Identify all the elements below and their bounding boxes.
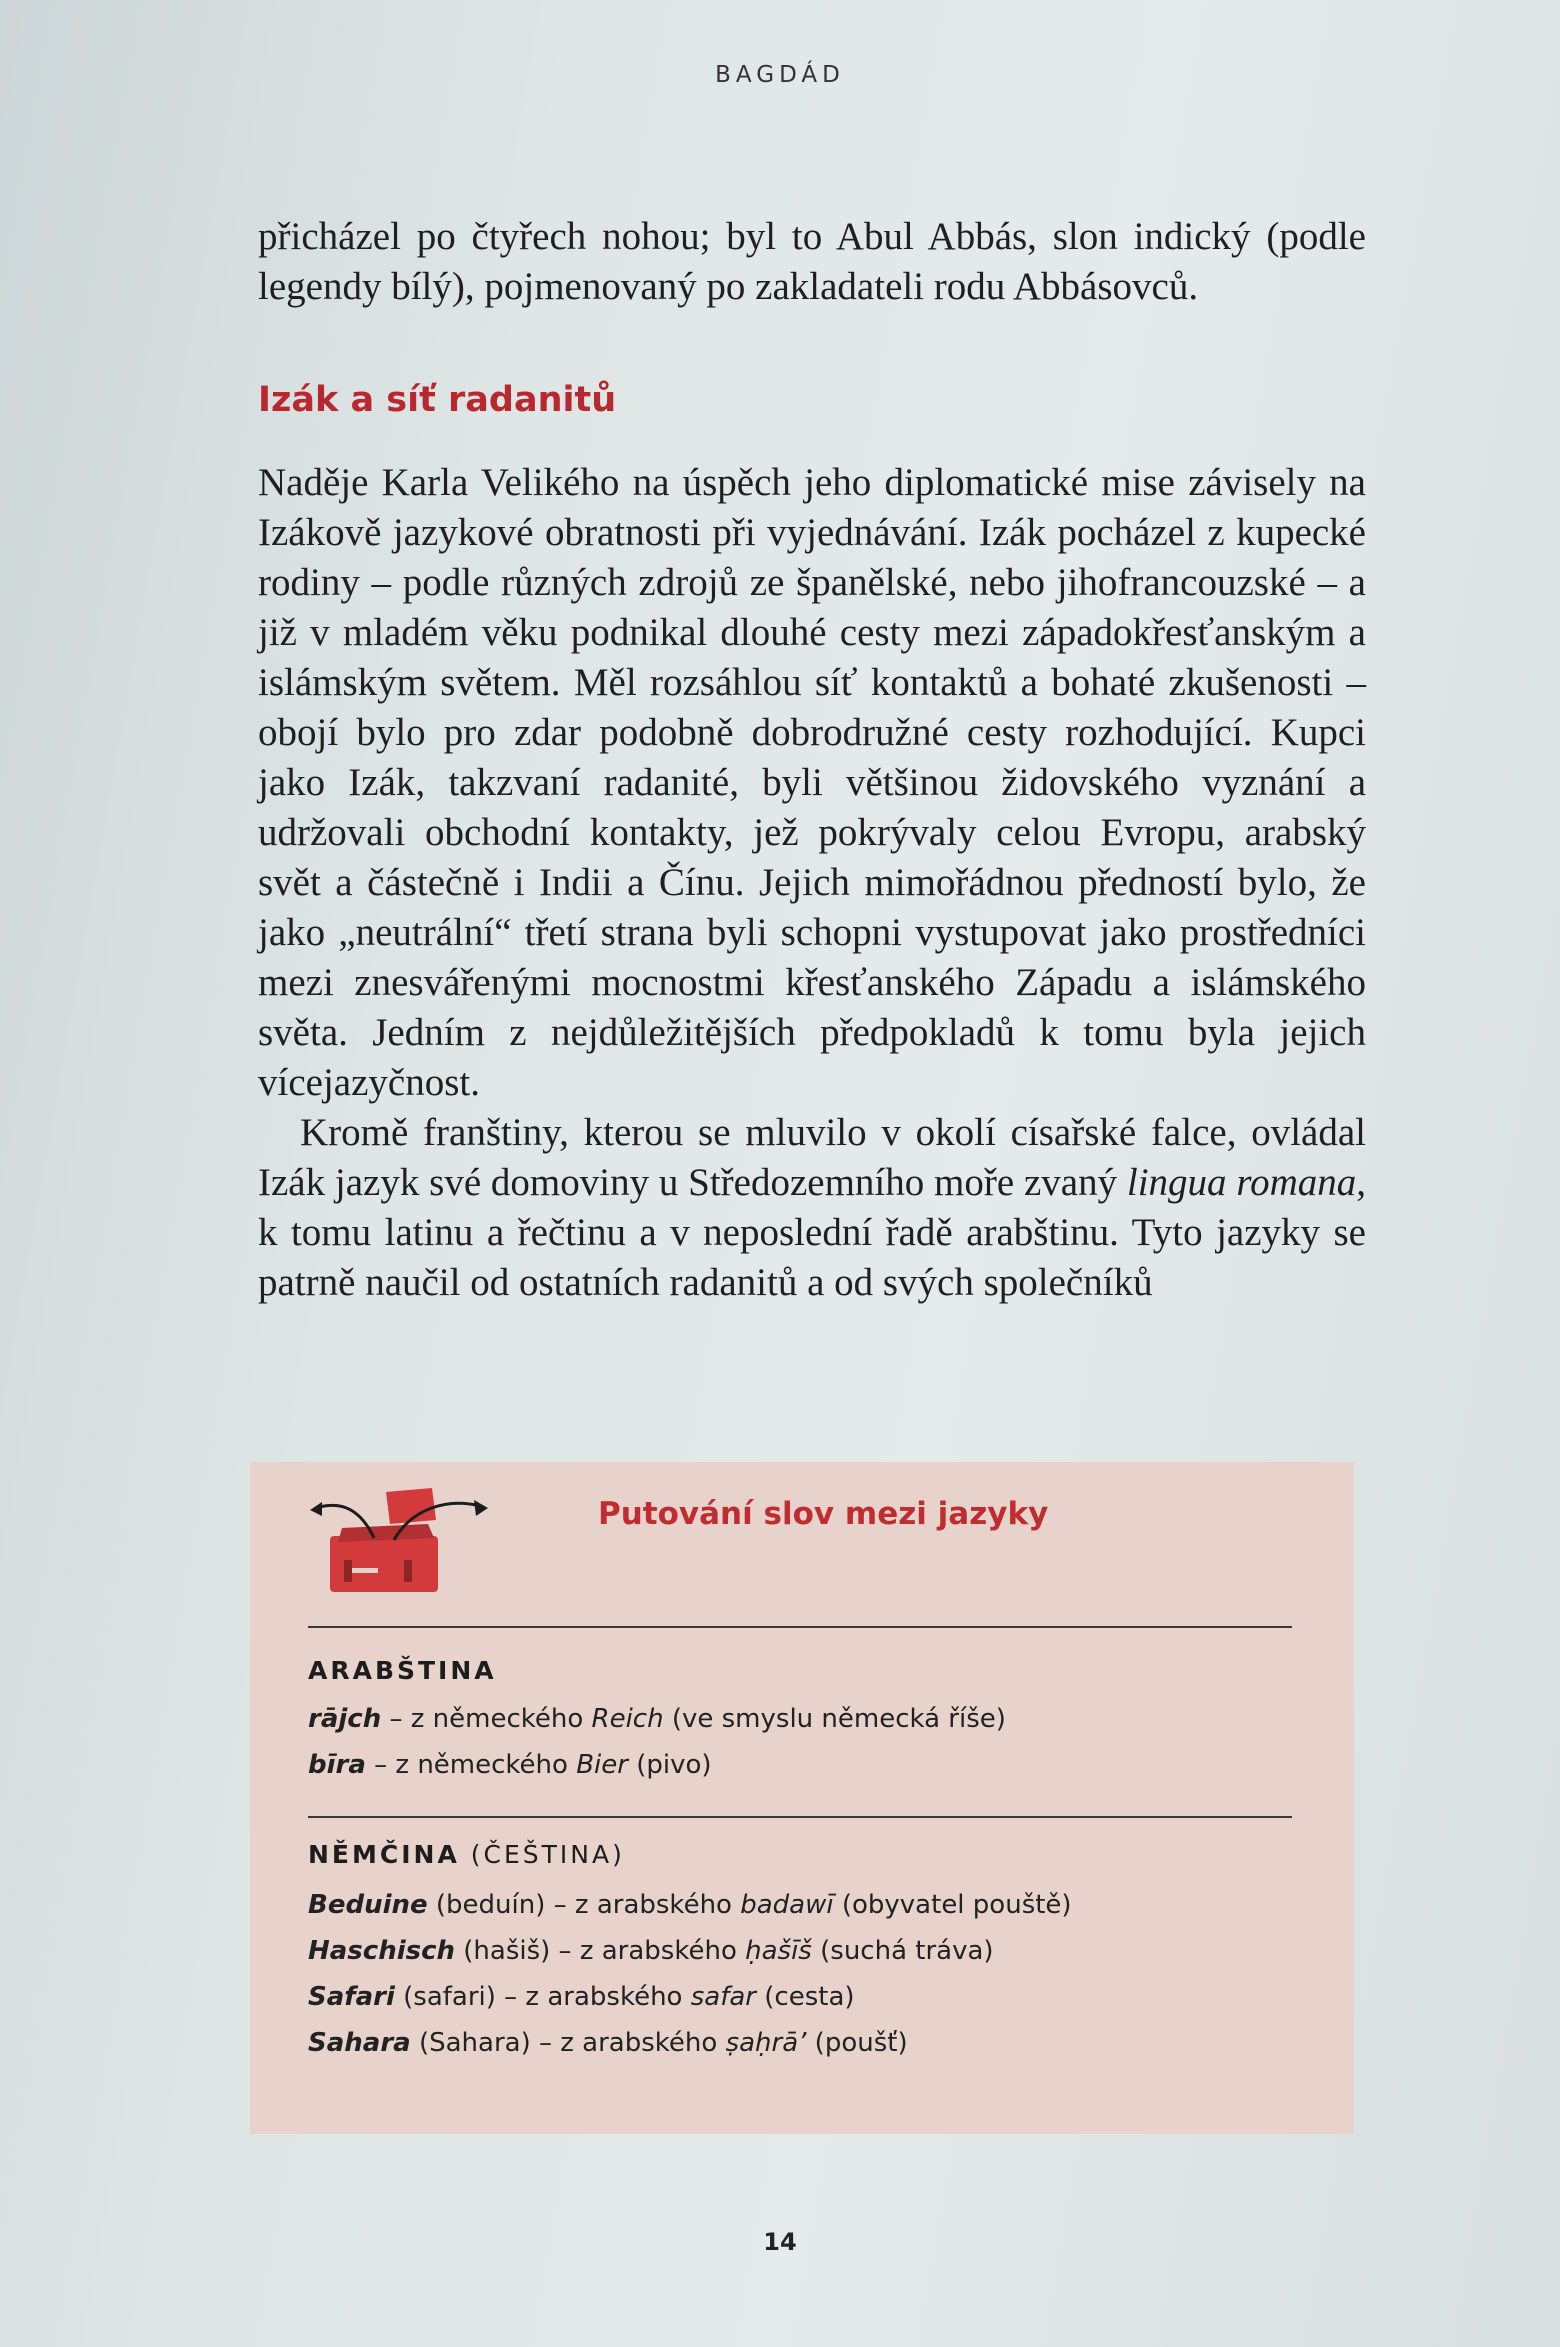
german-entry [308, 1936, 994, 1966]
entry-gloss: (obyvatel pouště) [833, 1890, 1072, 1920]
box-divider [308, 1626, 1292, 1628]
paragraph-2 [258, 1108, 1366, 1308]
entry-term: bīra [308, 1750, 366, 1780]
running-head: BAGDÁD [715, 62, 845, 88]
entry-source: Bier [576, 1750, 628, 1780]
box-title: Putování slov mezi jazyky [598, 1496, 1049, 1532]
paragraph-2-start: Kromě franštiny, kterou se mluvilo v okolí císařské falce, ovládal Izák jazyk své domoviny u Středozemního moře zvaný [258, 1111, 1366, 1204]
first-paragraph-text: přicházel po čtyřech nohou; byl to Abul Abbás, slon indický (podle legendy bílý), pojmenovaný po zakladateli rodu Abbásovců. [258, 215, 1366, 308]
entry-term: rājch [308, 1704, 382, 1734]
german-heading-text: NĚMČINA [308, 1840, 460, 1869]
paragraph-2-italic: lingua romana [1126, 1161, 1357, 1204]
suitcase-icon [308, 1484, 498, 1602]
entry-text: – z arabského [495, 1982, 691, 2012]
entry-gloss: (suchá tráva) [811, 1936, 994, 1966]
paragraph-1: Naděje Karla Velikého na úspěch jeho diplomatické mise závisely na Izákově jazykové obratnosti při vyjednávání. Izák pocházel z kupecké rodiny – podle různých zdrojů ze španělské, nebo jihofrancouzské – a již v mladém věku podnikal dlouhé cesty mezi západokřesťanským a islámským světem. Měl rozsáhlou síť kontaktů a bohaté zkušenosti – obojí bylo pro zdar podobně dobrodružné cesty rozhodující. Kupci jako Izák, takzvaní radanité, byli většinou židovského vyznání a udržovali obchodní kontakty, jež pokrývaly celou Evropu, arabský svět a částečně i Indii a Čínu. Jejich mimořádnou předností bylo, že jako „neutrální“ třetí strana byli schopni vystupovat jako prostředníci mezi znesvářenými mocnostmi křesťanského Západu a islámského světa. Jedním z nejdůležitějších předpokladů k tomu byla jejich vícejazyčnost. [258, 461, 1366, 1104]
entry-text: – z německého [365, 1750, 577, 1780]
entry-czech: (hašiš) [455, 1936, 551, 1966]
entry-source: ṣaḥrā’ [725, 2028, 807, 2058]
entry-term: Safari [308, 1982, 395, 2012]
german-entry [308, 1890, 1072, 1920]
main-text [258, 458, 1366, 1308]
entry-source: ḥašīš [745, 1936, 812, 1966]
entry-gloss: (ve smyslu německá říše) [663, 1704, 1006, 1734]
entry-czech: (safari) [394, 1982, 496, 2012]
entry-gloss: (pivo) [627, 1750, 712, 1780]
entry-term: Sahara [308, 2028, 411, 2058]
entry-czech: (Sahara) [410, 2028, 531, 2058]
section-heading: Izák a síť radanitů [258, 380, 617, 420]
arabic-entry [308, 1704, 1006, 1734]
arabic-heading [308, 1656, 497, 1685]
entry-text: – z arabského [530, 2028, 726, 2058]
german-entry [308, 1982, 855, 2012]
entry-text: – z arabského [550, 1936, 746, 1966]
entry-source: Reich [591, 1704, 664, 1734]
arabic-heading-text: ARABŠTINA [308, 1656, 497, 1685]
entry-gloss: (cesta) [756, 1982, 855, 2012]
entry-czech: (beduín) [427, 1890, 546, 1920]
entry-term: Haschisch [308, 1936, 456, 1966]
entry-gloss: (poušť) [806, 2028, 908, 2058]
word-journey-box [250, 1462, 1354, 2134]
german-entry [308, 2028, 908, 2058]
entry-text: – z německého [381, 1704, 592, 1734]
first-paragraph [258, 212, 1366, 312]
entry-text: – z arabského [545, 1890, 741, 1920]
arabic-entry [308, 1750, 712, 1780]
paragraph-2-end: , k tomu latinu a řečtinu a v neposlední řadě arabštinu. Tyto jazyky se patrně naučil od ostatních radanitů a od svých společníků [258, 1161, 1366, 1304]
entry-term: Beduine [308, 1890, 428, 1920]
box-divider [308, 1816, 1292, 1818]
page-number: 14 [763, 2228, 797, 2256]
entry-source: safar [690, 1982, 756, 2012]
entry-source: badawī [740, 1890, 834, 1920]
german-heading-suffix: (ČEŠTINA) [459, 1840, 625, 1869]
german-heading [308, 1840, 625, 1869]
